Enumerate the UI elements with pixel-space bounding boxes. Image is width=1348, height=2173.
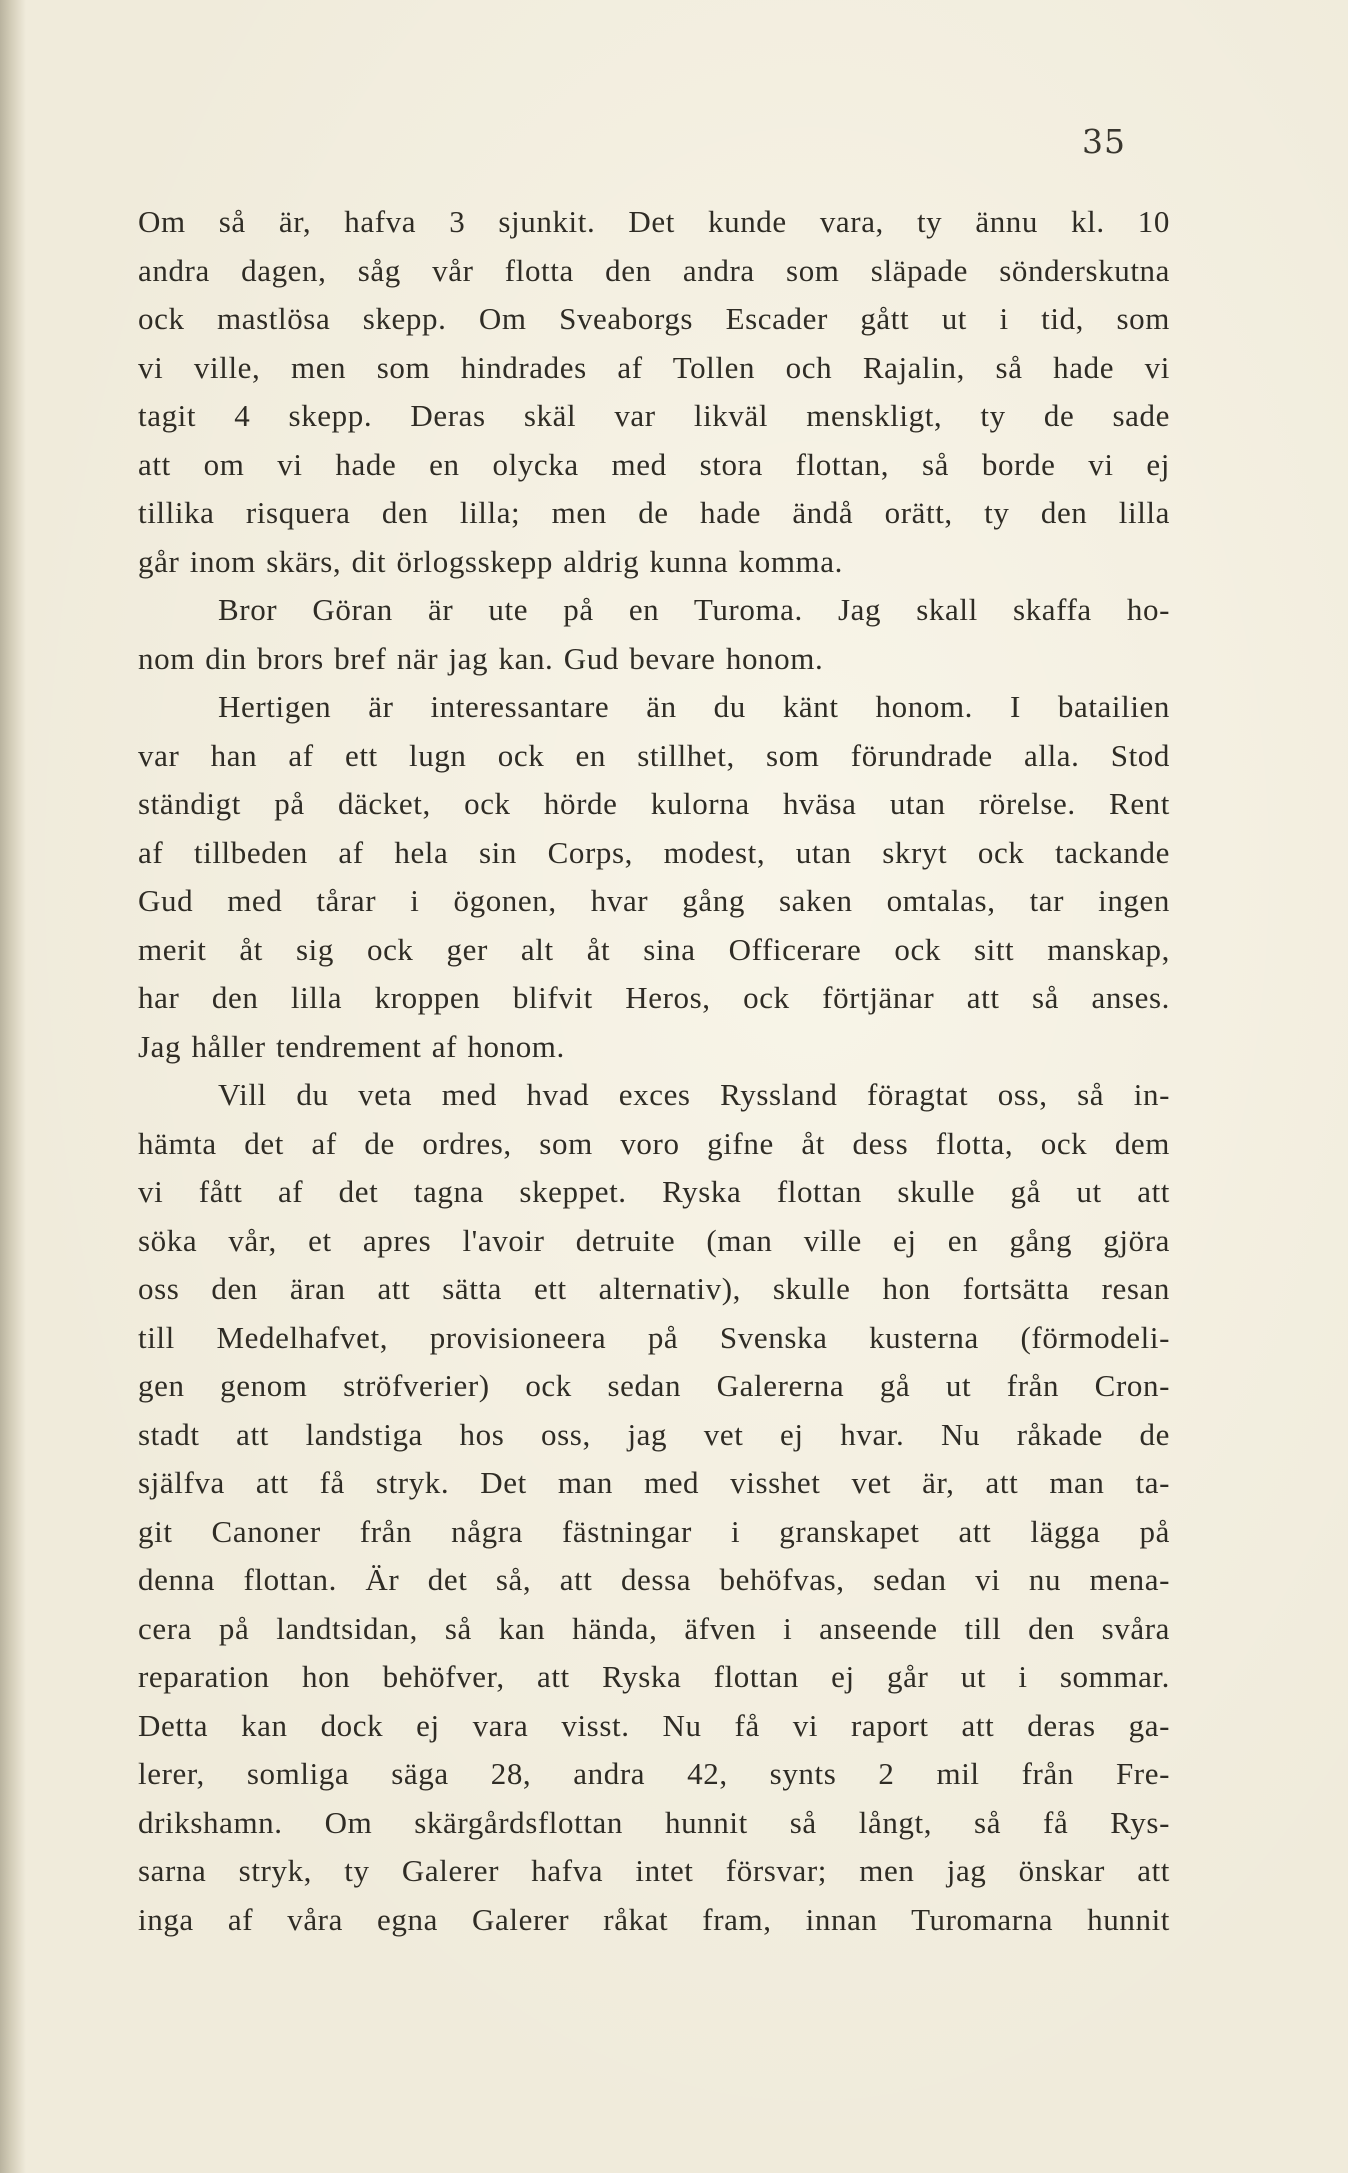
text-line: denna flottan. Är det så, att dessa behöfvas, sedan vi nu mena- xyxy=(138,1562,1170,1597)
text-line: merit åt sig ock ger alt åt sina Officerare ock sitt manskap, xyxy=(138,931,1170,967)
text-line: söka vår, et apres l'avoir detruite (man ville ej en gång gjöra xyxy=(138,1222,1170,1258)
text-line: vi ville, men som hindrades af Tollen och Rajalin, så hade vi xyxy=(138,349,1170,385)
text-line: reparation hon behöfver, att Ryska flottan ej går ut i sommar. xyxy=(138,1659,1170,1694)
text-line: har den lilla kroppen blifvit Heros, ock förtjänar att så anses. xyxy=(138,980,1170,1015)
text-line: drikshamn. Om skärgårdsflottan hunnit så långt, så få Rys- xyxy=(138,1804,1170,1840)
text-line: ständigt på däcket, ock hörde kulorna hväsa utan rörelse. Rent xyxy=(138,786,1170,821)
text-line: af tillbeden af hela sin Corps, modest, utan skryt ock tackande xyxy=(138,834,1170,870)
text-line: att om vi hade en olycka med stora flottan, så borde vi ej xyxy=(138,446,1170,482)
text-line: andra dagen, såg vår flotta den andra som släpade sönderskutna xyxy=(138,252,1170,288)
text-line: cera på landtsidan, så kan hända, äfven i anseende till den svåra xyxy=(138,1610,1170,1646)
text-line: Hertigen är interessantare än du känt honom. I batailien xyxy=(218,689,1170,724)
text-line: inga af våra egna Galerer råkat fram, innan Turomarna hunnit xyxy=(138,1901,1170,1937)
text-line: Om så är, hafva 3 sjunkit. Det kunde vara, ty ännu kl. 10 xyxy=(138,204,1170,239)
text-line: går inom skärs, dit örlogsskepp aldrig kunna komma. xyxy=(138,543,843,579)
text-line: Jag håller tendrement af honom. xyxy=(138,1028,565,1064)
text-line: sarna stryk, ty Galerer hafva intet försvar; men jag önskar att xyxy=(138,1853,1170,1888)
text-line: nom din brors bref när jag kan. Gud bevare honom. xyxy=(138,640,824,676)
text-line: Gud med tårar i ögonen, hvar gång saken omtalas, tar ingen xyxy=(138,883,1170,918)
page-binding-edge xyxy=(0,0,26,2173)
text-line: Bror Göran är ute på en Turoma. Jag skall skaffa ho- xyxy=(218,592,1170,627)
text-line: tagit 4 skepp. Deras skäl var likväl menskligt, ty de sade xyxy=(138,398,1170,433)
text-line: lerer, somliga säga 28, andra 42, synts 2 mil från Fre- xyxy=(138,1756,1170,1791)
body-text xyxy=(138,198,1170,1944)
text-line: ock mastlösa skepp. Om Sveaborgs Escader gått ut i tid, som xyxy=(138,301,1170,336)
text-line: oss den äran att sätta ett alternativ), skulle hon fortsätta resan xyxy=(138,1271,1170,1306)
text-line: Detta kan dock ej vara visst. Nu få vi raport att deras ga- xyxy=(138,1707,1170,1743)
text-line: tillika risquera den lilla; men de hade ändå orätt, ty den lilla xyxy=(138,495,1170,530)
text-line: gen genom ströfverier) ock sedan Galererna gå ut från Cron- xyxy=(138,1368,1170,1403)
text-line: git Canoner från några fästningar i granskapet att lägga på xyxy=(138,1513,1170,1549)
text-line: till Medelhafvet, provisioneera på Svenska kusterna (förmodeli- xyxy=(138,1319,1170,1355)
text-line: själfva att få stryk. Det man med visshet vet är, att man ta- xyxy=(138,1465,1170,1500)
text-line: vi fått af det tagna skeppet. Ryska flottan skulle gå ut att xyxy=(138,1174,1170,1209)
text-line: hämta det af de ordres, som voro gifne åt dess flotta, ock dem xyxy=(138,1125,1170,1161)
text-line: stadt att landstiga hos oss, jag vet ej hvar. Nu råkade de xyxy=(138,1416,1170,1452)
text-line: var han af ett lugn ock en stillhet, som förundrade alla. Stod xyxy=(138,737,1170,773)
text-line: Vill du veta med hvad exces Ryssland föragtat oss, så in- xyxy=(218,1077,1170,1112)
page-number: 35 xyxy=(1082,122,1126,161)
